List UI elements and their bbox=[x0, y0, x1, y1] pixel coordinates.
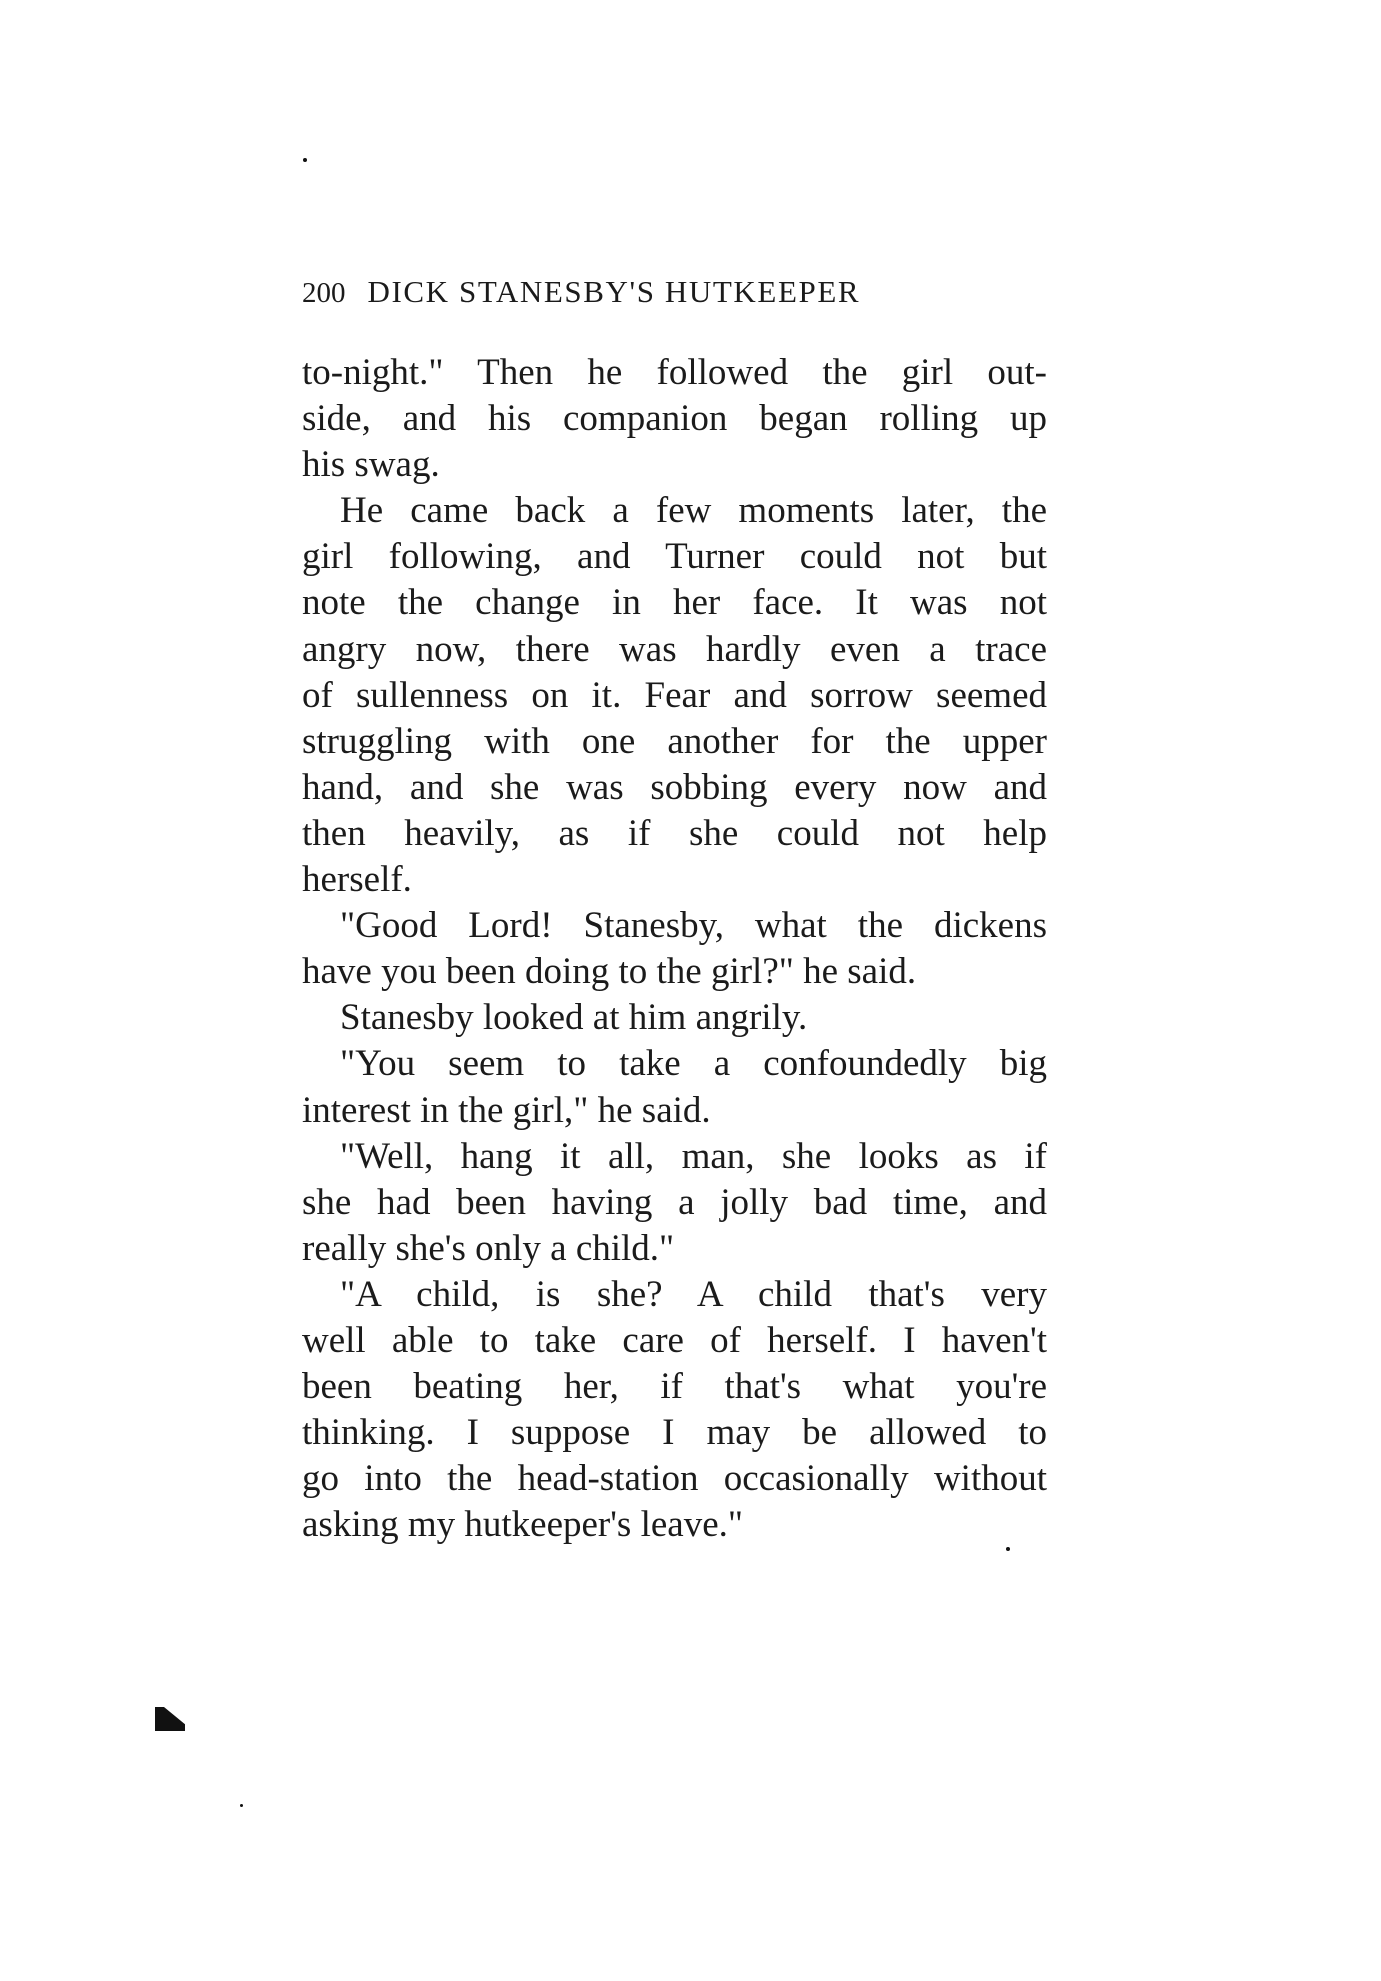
text-line: of sullenness on it. Fear and sorrow seemed bbox=[302, 674, 1047, 716]
text-line: asking my hutkeeper's leave." bbox=[302, 1504, 743, 1546]
text-line: go into the head-station occasionally without bbox=[302, 1458, 1047, 1500]
text-line: hand, and she was sobbing every now and bbox=[302, 766, 1047, 808]
text-line: He came back a few moments later, the bbox=[340, 490, 1047, 532]
scan-speck bbox=[240, 1804, 243, 1807]
text-line: to-night." Then he followed the girl out- bbox=[302, 352, 1047, 393]
text-line: she had been having a jolly bad time, and bbox=[302, 1181, 1047, 1223]
text-line: struggling with one another for the upper bbox=[302, 720, 1047, 762]
scan-mark-icon bbox=[155, 1707, 185, 1731]
body-text bbox=[302, 350, 1047, 1548]
scan-speck bbox=[303, 158, 307, 162]
running-title: DICK STANESBY'S HUTKEEPER bbox=[367, 274, 861, 309]
text-line: thinking. I suppose I may be allowed to bbox=[302, 1412, 1047, 1454]
text-line: angry now, there was hardly even a trace bbox=[302, 628, 1047, 670]
text-line: side, and his companion began rolling up bbox=[302, 398, 1047, 440]
text-line: herself. bbox=[302, 859, 412, 901]
text-line: his swag. bbox=[302, 444, 440, 486]
text-line: well able to take care of herself. I haven't bbox=[302, 1319, 1047, 1361]
text-line: have you been doing to the girl?" he said. bbox=[302, 951, 917, 993]
text-line: girl following, and Turner could not but bbox=[302, 536, 1047, 578]
scan-speck bbox=[1006, 1547, 1010, 1551]
text-line: note the change in her face. It was not bbox=[302, 582, 1047, 624]
text-line: then heavily, as if she could not help bbox=[302, 812, 1047, 854]
text-line: really she's only a child." bbox=[302, 1227, 675, 1269]
text-line: "Good Lord! Stanesby, what the dickens bbox=[340, 905, 1047, 947]
text-line: been beating her, if that's what you're bbox=[302, 1366, 1047, 1408]
text-line: "Well, hang it all, man, she looks as if bbox=[340, 1135, 1047, 1177]
text-line: interest in the girl," he said. bbox=[302, 1089, 711, 1131]
text-line: "You seem to take a confoundedly big bbox=[340, 1043, 1047, 1085]
text-line: "A child, is she? A child that's very bbox=[340, 1273, 1047, 1315]
running-header bbox=[302, 274, 1042, 310]
page-number: 200 bbox=[302, 277, 346, 309]
text-line: Stanesby looked at him angrily. bbox=[340, 997, 808, 1039]
